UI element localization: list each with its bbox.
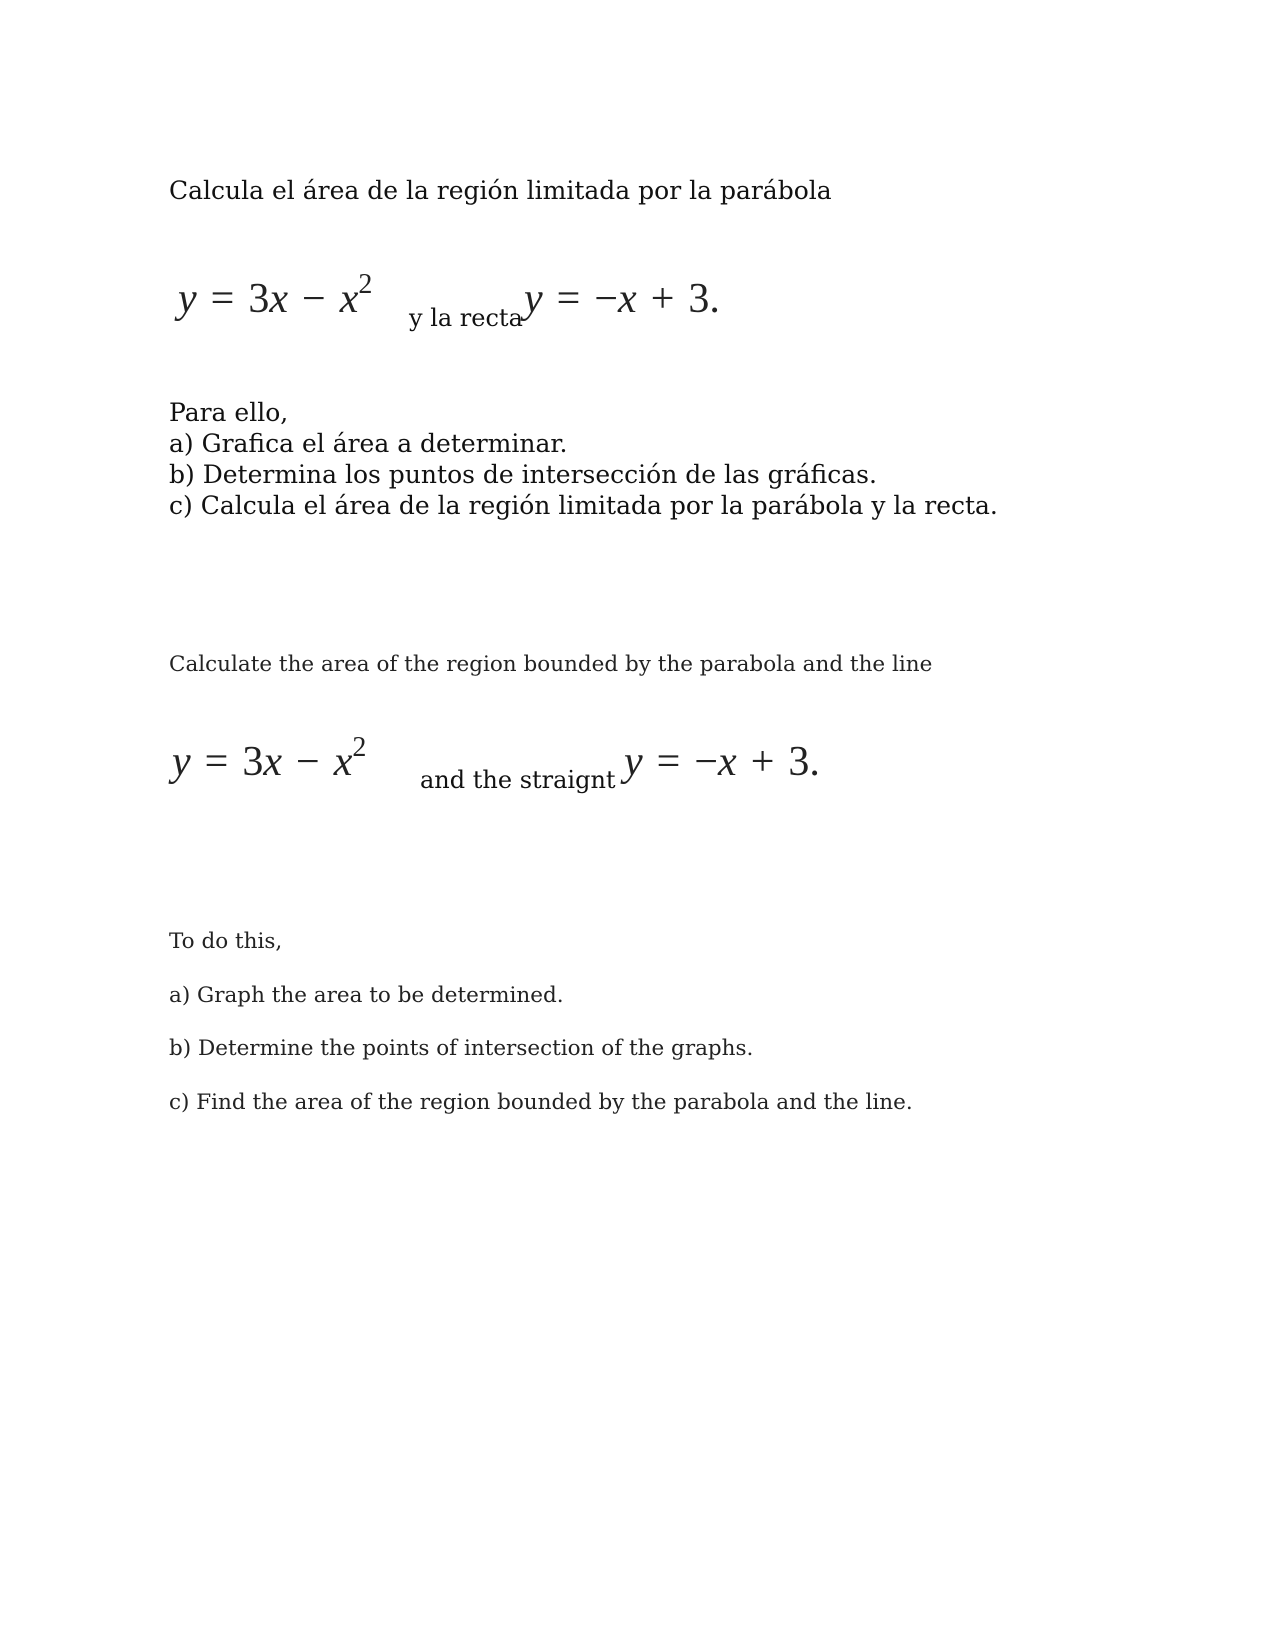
line-const: 3. [788, 739, 820, 785]
parabola-var: x [269, 276, 288, 322]
line-neg: − [694, 739, 719, 785]
parabola-coef: 3 [242, 739, 264, 785]
line-equals: = [556, 276, 581, 322]
english-item-c: c) Find the area of the region bounded by the parabola and the line. [169, 1090, 913, 1115]
line-plus: + [750, 739, 775, 785]
parabola-exponent: 2 [358, 269, 373, 300]
spanish-connector: y la recta [409, 304, 523, 332]
english-line-equation [624, 738, 820, 786]
english-to-do-this: To do this, [169, 929, 283, 954]
line-const: 3. [688, 276, 720, 322]
line-equals: = [656, 739, 681, 785]
line-var: x [618, 276, 637, 322]
english-parabola-equation [172, 732, 367, 786]
line-lhs: y [624, 739, 643, 785]
parabola-exponent: 2 [352, 732, 367, 763]
parabola-equals: = [204, 739, 229, 785]
spanish-intro: Calcula el área de la región limitada por la parábola [169, 176, 832, 205]
parabola-lhs: y [172, 739, 191, 785]
parabola-var2: x [339, 276, 359, 322]
parabola-lhs: y [178, 276, 197, 322]
spanish-line-equation [524, 275, 720, 323]
parabola-coef: 3 [248, 276, 270, 322]
line-lhs: y [524, 276, 543, 322]
parabola-equals: = [210, 276, 235, 322]
spanish-parabola-equation [178, 269, 373, 323]
parabola-minus: − [296, 739, 320, 785]
spanish-item-a: a) Grafica el área a determinar. [169, 429, 568, 458]
spanish-item-b: b) Determina los puntos de intersección de las gráficas. [169, 460, 877, 489]
english-item-a: a) Graph the area to be determined. [169, 983, 564, 1008]
english-connector: and the straignt [420, 766, 616, 794]
english-item-b: b) Determine the points of intersection of the graphs. [169, 1036, 754, 1061]
line-var: x [718, 739, 737, 785]
parabola-minus: − [302, 276, 326, 322]
spanish-para-ello: Para ello, [169, 398, 289, 427]
line-plus: + [650, 276, 675, 322]
spanish-item-c: c) Calcula el área de la región limitada por la parábola y la recta. [169, 491, 998, 520]
parabola-var2: x [333, 739, 353, 785]
parabola-var: x [263, 739, 282, 785]
english-intro: Calculate the area of the region bounded by the parabola and the line [169, 652, 933, 677]
line-neg: − [594, 276, 619, 322]
